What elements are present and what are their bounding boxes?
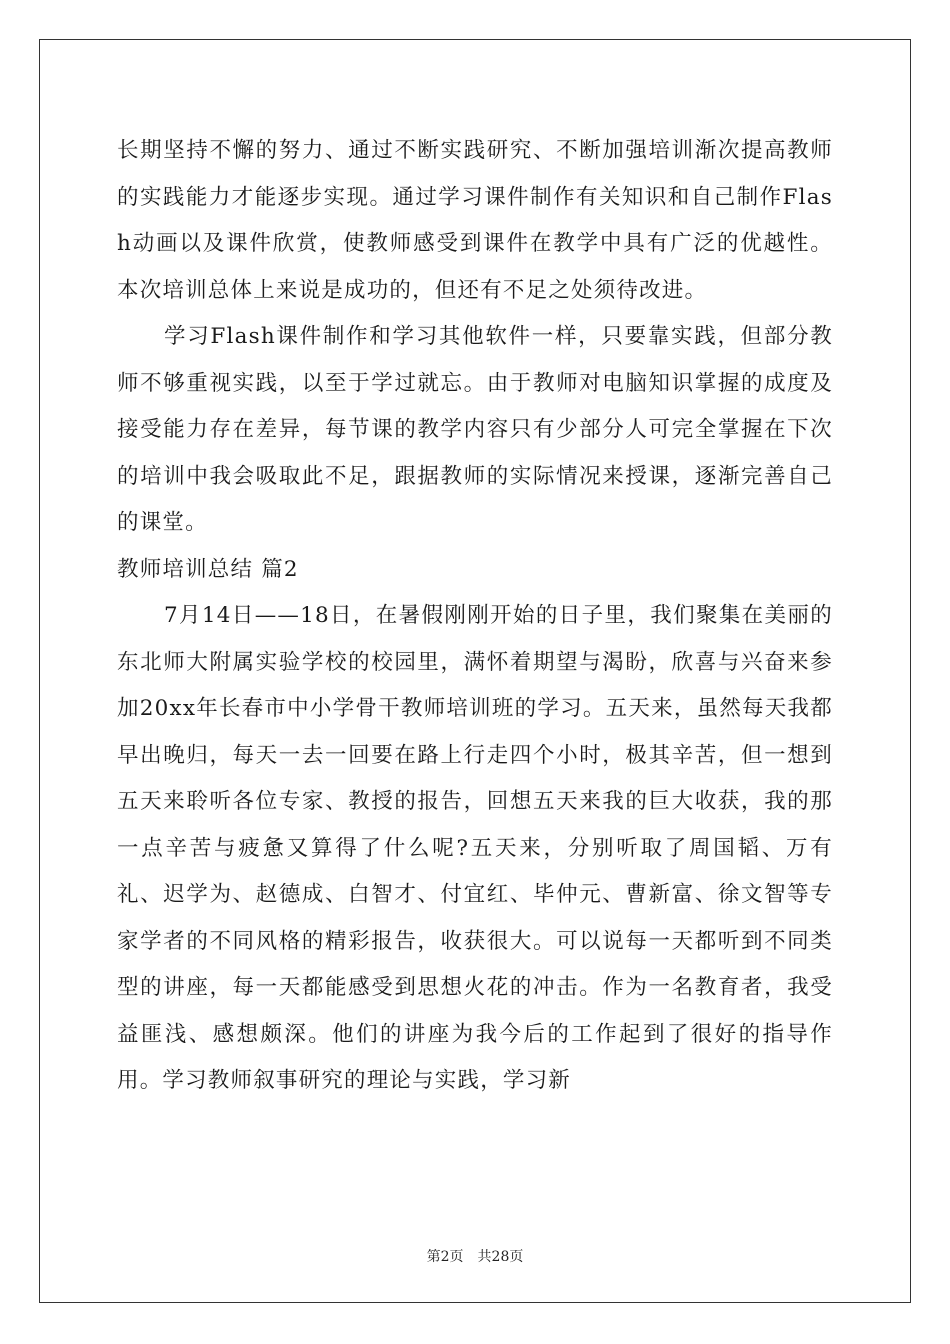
page-footer [0,1248,950,1266]
paragraph-continued: 长期坚持不懈的努力、通过不断实践研究、不断加强培训渐次提高教师的实践能力才能逐步实现。通过学习课件制作有关知识和自己制作Flash动画以及课件欣赏，使教师感受到课件在教学中具有广泛的优越性。本次培训总体上来说是成功的，但还有不足之处须待改进。 [117,138,833,303]
paragraph-flash-practice: 学习Flash课件制作和学习其他软件一样，只要靠实践，但部分教师不够重视实践，以至于学过就忘。由于教师对电脑知识掌握的成度及接受能力存在差异，每节课的教学内容只有少部分人可完全掌握在下次的培训中我会吸取此不足，跟据教师的实际情况来授课，逐渐完善自己的课堂。 [117,324,833,535]
paragraph-training-summary: 7月14日——18日，在暑假刚刚开始的日子里，我们聚集在美丽的东北师大附属实验学校的校园里，满怀着期望与渴盼，欣喜与兴奋来参加20xx年长春市中小学骨干教师培训班的学习。五天来，虽然每天我都早出晚归，每天一去一回要在路上行走四个小时，极其辛苦，但一想到五天来聆听各位专家、教授的报告，回想五天来我的巨大收获，我的那一点辛苦与疲惫又算得了什么呢?五天来，分别听取了周国韬、万有礼、迟学为、赵德成、白智才、付宜红、毕仲元、曹新富、徐文智等专家学者的不同风格的精彩报告，收获很大。可以说每一天都听到不同类型的讲座，每一天都能感受到思想火花的冲击。作为一名教育者，我受益匪浅、感想颇深。他们的讲座为我今后的工作起到了很好的指导作用。学习教师叙事研究的理论与实践，学习新 [117,603,833,1093]
section-heading: 教师培训总结 篇2 [117,556,299,582]
document-body [117,128,833,1105]
page-number-total: 共28页 [477,1249,524,1265]
page-number-current: 第2页 [426,1249,464,1265]
